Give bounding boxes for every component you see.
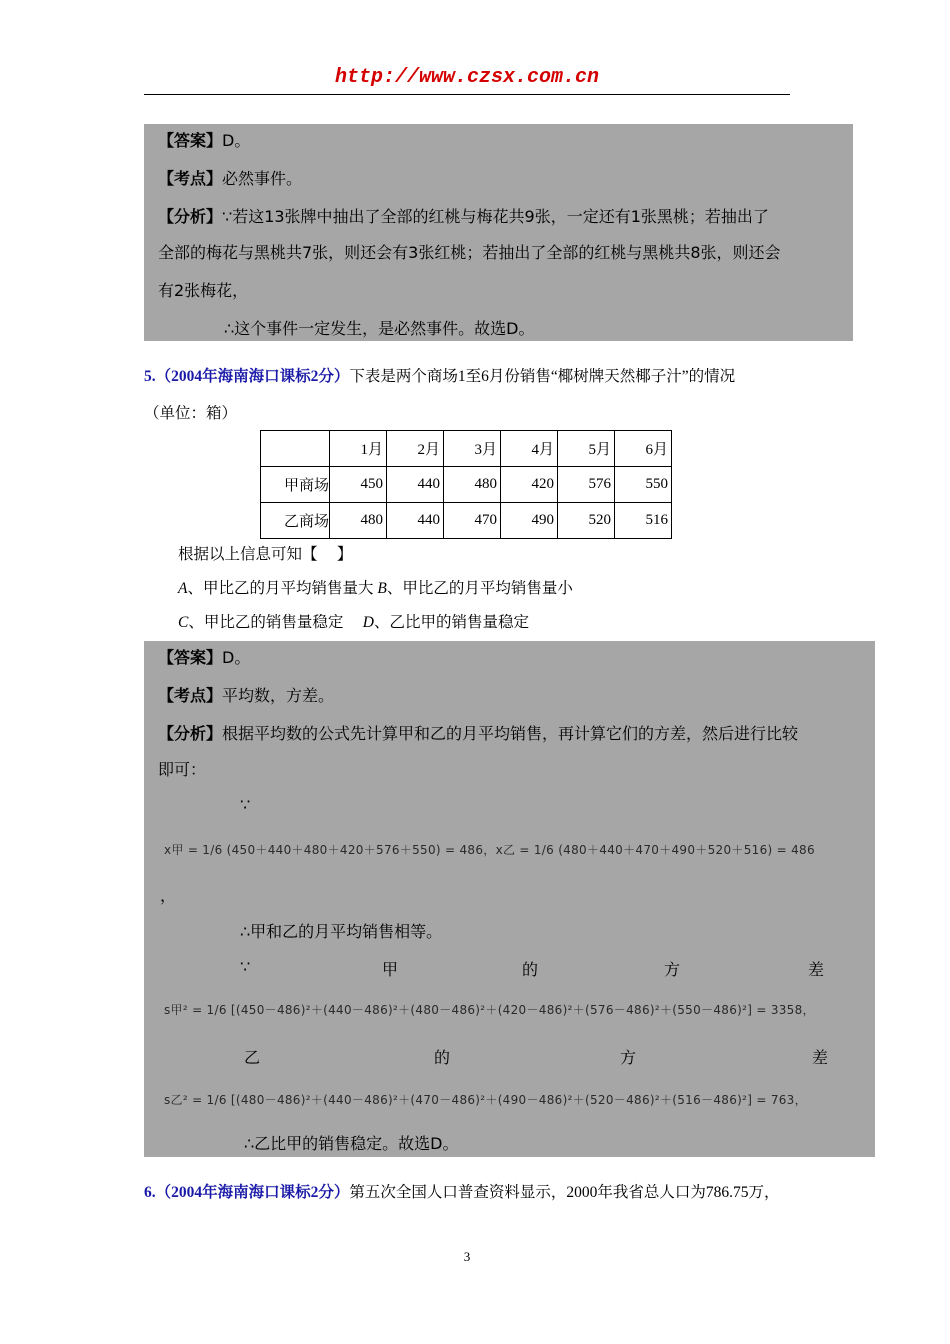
point-text: 平均数，方差。 bbox=[222, 686, 335, 705]
variance-yi-label-1: 的 bbox=[434, 1048, 451, 1067]
table-cell: 550 bbox=[615, 467, 672, 503]
table-cell: 440 bbox=[387, 467, 444, 503]
options-cd bbox=[178, 610, 529, 632]
mean-formula: x甲 = 1/6 (450＋440＋480＋420＋576＋550) = 486，x乙 = 1/6 (480＋440＋470＋490＋520＋516) = 486 bbox=[164, 843, 815, 857]
question-6-number: 6.（2004年海南海口课标2分） bbox=[144, 1184, 350, 1201]
table-cell: 450 bbox=[330, 467, 387, 503]
analysis-tag: 【分析】 bbox=[158, 207, 223, 226]
conclusion-line: ∴乙比甲的销售稳定。故选D。 bbox=[244, 1134, 459, 1153]
variance-jia-formula: s甲² = 1/6 [(450－486)²＋(440－486)²＋(480－486)²＋(420－486)²＋(576－486)²＋(550－486)²] = 3358， bbox=[164, 1003, 815, 1017]
table-cell: 420 bbox=[501, 467, 558, 503]
point-text: 必然事件。 bbox=[222, 169, 303, 188]
table-cell: 4月 bbox=[501, 431, 558, 467]
variance-jia-label-3: 方 bbox=[664, 960, 681, 979]
variance-jia-label-4: 差 bbox=[808, 960, 825, 979]
analysis-line-2: 即可： bbox=[158, 760, 207, 779]
answer-line bbox=[158, 645, 250, 668]
solution-box-q4 bbox=[144, 124, 853, 341]
answer-text: D。 bbox=[222, 131, 251, 150]
point-line bbox=[158, 166, 302, 189]
table-cell: 490 bbox=[501, 503, 558, 539]
table-row bbox=[261, 467, 672, 503]
answer-tag: 【答案】 bbox=[158, 648, 223, 667]
options-ab bbox=[178, 576, 573, 598]
table-cell: 516 bbox=[615, 503, 672, 539]
analysis-line-2: 全部的梅花与黑桃共7张，则还会有3张红桃；若抽出了全部的红桃与黑桃共8张，则还会 bbox=[158, 243, 781, 262]
table-cell bbox=[261, 431, 330, 467]
option-c-letter: C bbox=[178, 614, 189, 631]
variance-yi-label-2: 方 bbox=[620, 1048, 637, 1067]
table-cell: 1月 bbox=[330, 431, 387, 467]
point-tag: 【考点】 bbox=[158, 686, 223, 705]
option-b-letter: B bbox=[377, 580, 387, 597]
point-tag: 【考点】 bbox=[158, 169, 223, 188]
option-d-text: 、乙比甲的销售量稳定 bbox=[373, 614, 529, 631]
analysis-line-1 bbox=[158, 204, 769, 227]
variance-yi-formula: s乙² = 1/6 [(480－486)²＋(440－486)²＋(470－486)²＋(490－486)²＋(520－486)²＋(516－486)²] = 763， bbox=[164, 1093, 807, 1107]
table-row bbox=[261, 503, 672, 539]
table-cell: 2月 bbox=[387, 431, 444, 467]
table-cell: 甲商场 bbox=[261, 467, 330, 503]
question-5-number: 5.（2004年海南海口课标2分） bbox=[144, 368, 350, 385]
variance-yi-label-0: 乙 bbox=[244, 1048, 261, 1067]
point-line bbox=[158, 683, 334, 706]
question-5-stem bbox=[144, 364, 735, 386]
answer-line bbox=[158, 128, 250, 151]
question-prompt: 根据以上信息可知【 】 bbox=[178, 546, 353, 563]
variance-jia-label-0: ∵ bbox=[240, 957, 251, 976]
table-header-row bbox=[261, 431, 672, 467]
solution-box-q5 bbox=[144, 641, 875, 1157]
analysis-text-1: ∵若这13张牌中抽出了全部的红桃与梅花共9张，一定还有1张黑桃；若抽出了 bbox=[222, 207, 769, 226]
question-6-stem bbox=[144, 1180, 780, 1202]
variance-jia-label-1: 甲 bbox=[382, 960, 399, 979]
table-cell: 480 bbox=[444, 467, 501, 503]
option-c-text: 、甲比乙的销售量稳定 bbox=[188, 614, 363, 631]
header-url[interactable]: http://www.czsx.com.cn bbox=[334, 66, 600, 89]
page-number: 3 bbox=[463, 1249, 471, 1264]
answer-tag: 【答案】 bbox=[158, 131, 223, 150]
table-cell: 3月 bbox=[444, 431, 501, 467]
option-b-text: 、甲比乙的月平均销售量小 bbox=[386, 580, 573, 597]
variance-yi-label-3: 差 bbox=[812, 1048, 829, 1067]
analysis-text-1: 根据平均数的公式先计算甲和乙的月平均销售，再计算它们的方差，然后进行比较 bbox=[222, 724, 799, 743]
analysis-line-1 bbox=[158, 721, 798, 744]
formula-comma: ， bbox=[160, 886, 177, 905]
table-cell: 6月 bbox=[615, 431, 672, 467]
question-5-text: 下表是两个商场1至6月份销售“椰树牌天然椰子汁”的情况 bbox=[349, 368, 736, 385]
table-cell: 5月 bbox=[558, 431, 615, 467]
table-cell: 520 bbox=[558, 503, 615, 539]
equal-means-line: ∴甲和乙的月平均销售相等。 bbox=[240, 922, 443, 941]
option-d-letter: D bbox=[362, 614, 374, 631]
table-cell: 乙商场 bbox=[261, 503, 330, 539]
sales-table bbox=[260, 430, 672, 539]
analysis-tag: 【分析】 bbox=[158, 724, 223, 743]
variance-jia-label-2: 的 bbox=[522, 960, 539, 979]
option-a-text: 、甲比乙的月平均销售量大 bbox=[187, 580, 378, 597]
because-symbol: ∵ bbox=[240, 795, 251, 814]
option-a-letter: A bbox=[178, 580, 188, 597]
analysis-line-3: 有2张梅花， bbox=[158, 281, 249, 300]
header-rule bbox=[144, 94, 790, 95]
table-cell: 576 bbox=[558, 467, 615, 503]
table-cell: 480 bbox=[330, 503, 387, 539]
answer-text: D。 bbox=[222, 648, 251, 667]
table-cell: 440 bbox=[387, 503, 444, 539]
conclusion-line: ∴这个事件一定发生，是必然事件。故选D。 bbox=[224, 319, 535, 338]
unit-note: （单位：箱） bbox=[144, 405, 238, 422]
question-6-text: 第五次全国人口普查资料显示，2000年我省总人口为786.75万， bbox=[349, 1184, 780, 1201]
table-cell: 470 bbox=[444, 503, 501, 539]
